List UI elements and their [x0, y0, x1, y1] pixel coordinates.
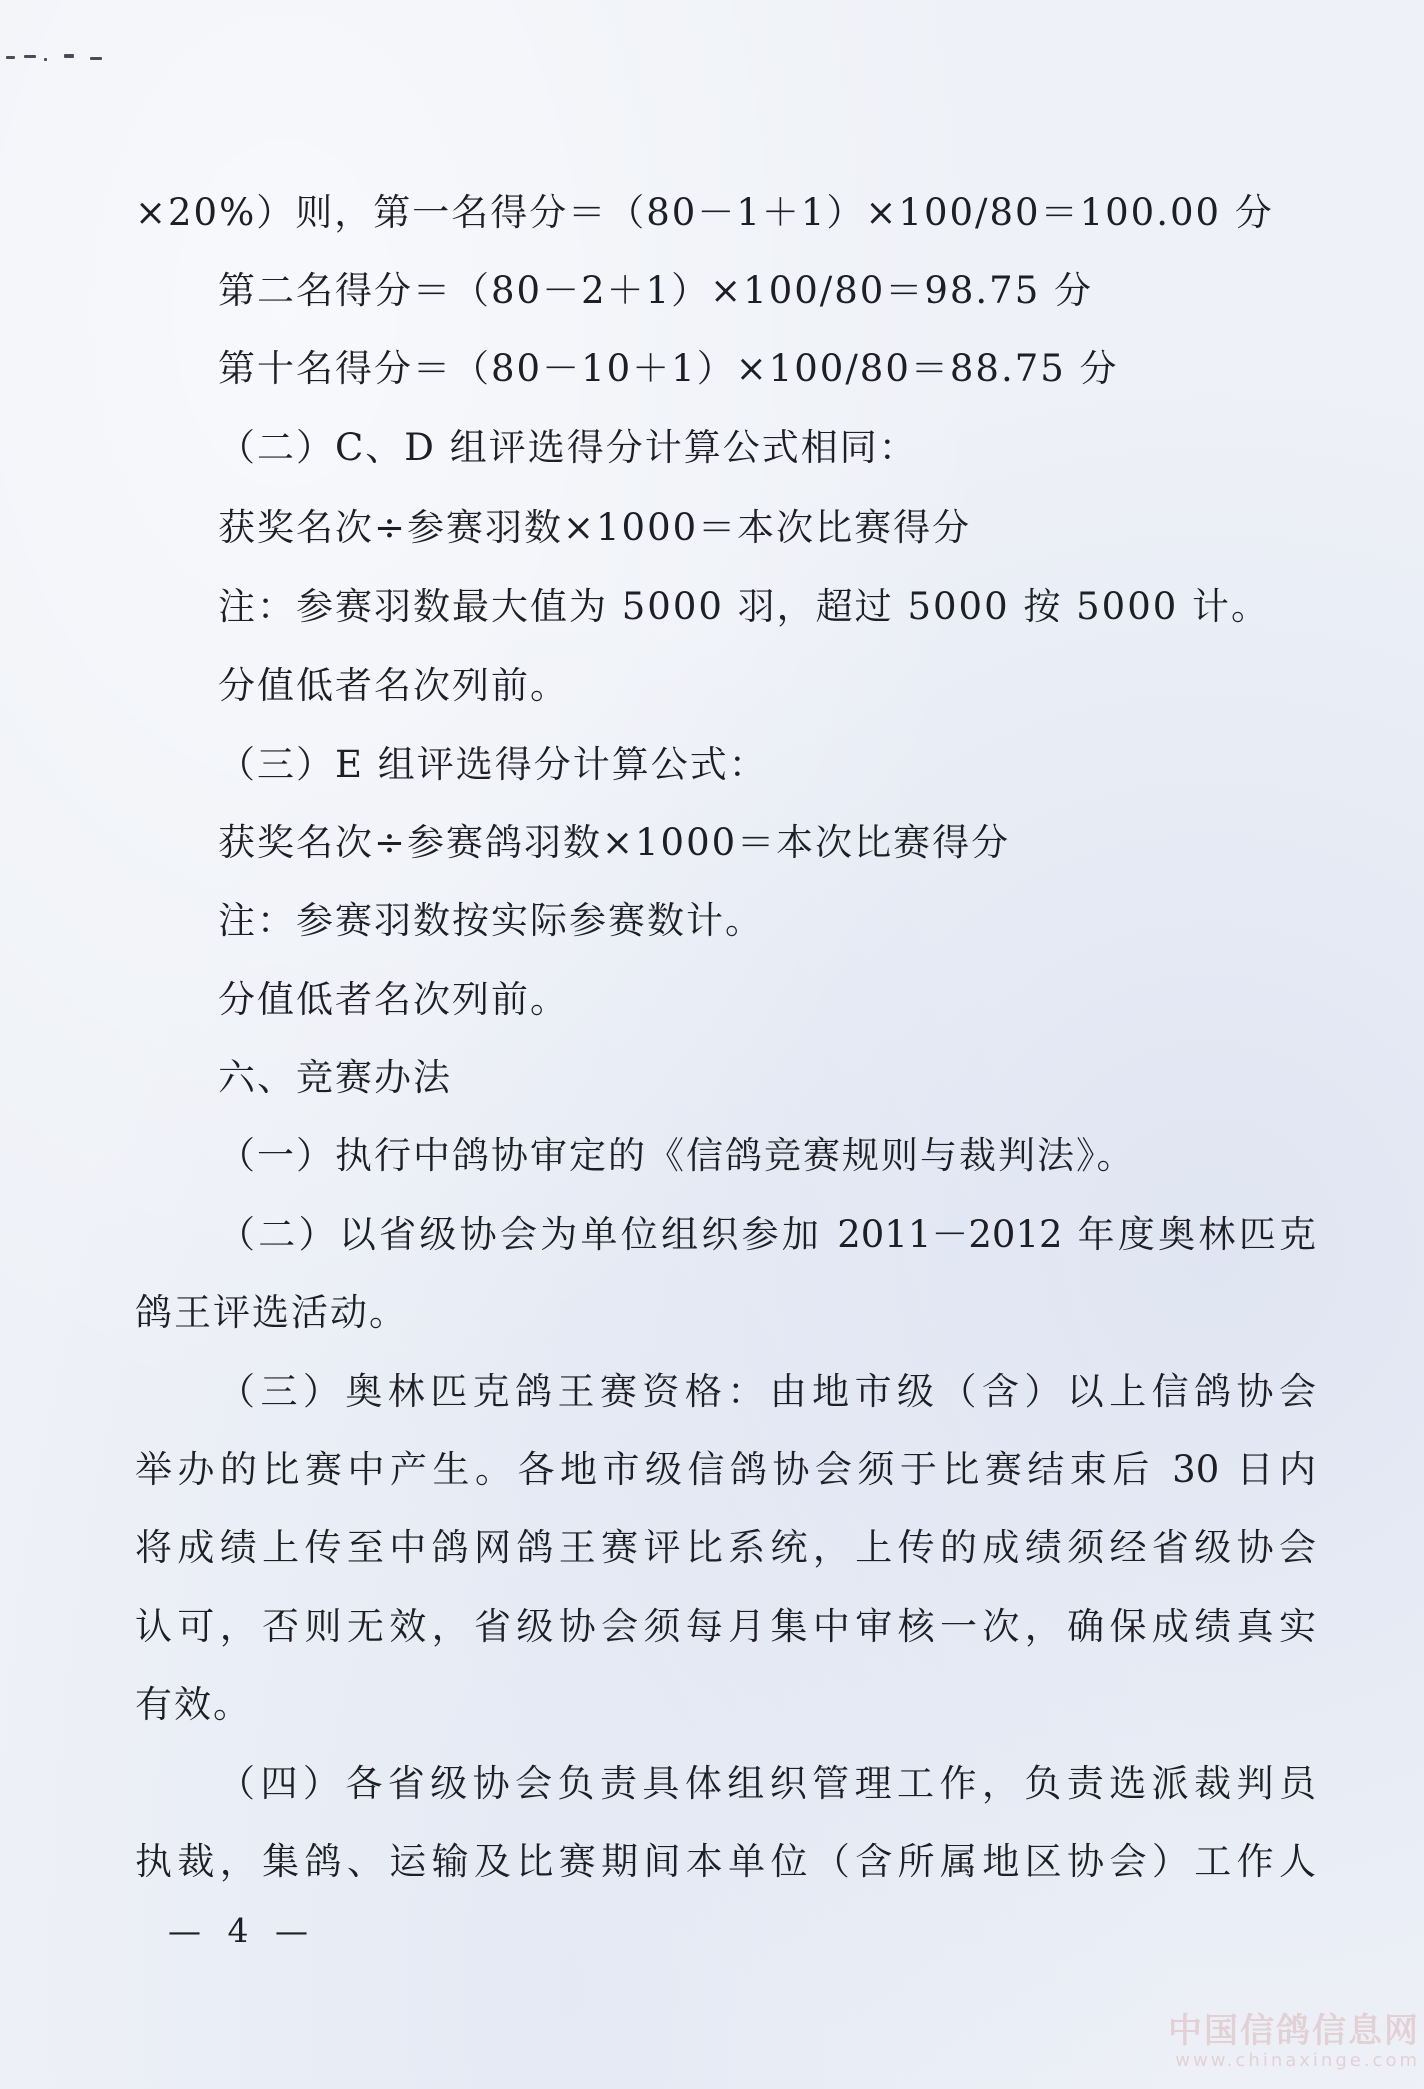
watermark-url: www.chinaxinge.com	[1175, 2050, 1420, 2071]
section-heading: （二）C、D 组评选得分计算公式相同：	[218, 426, 918, 469]
formula-line: 获奖名次÷参赛羽数×1000＝本次比赛得分	[218, 506, 972, 549]
section-heading: （三）E 组评选得分计算公式：	[218, 743, 768, 786]
text-line: 第二名得分＝（80－2＋1）×100/80＝98.75 分	[218, 269, 1094, 312]
text-line: 举办的比赛中产生。各地市级信鸽协会须于比赛结束后 30 日内	[135, 1448, 1316, 1491]
scan-speck	[90, 57, 102, 60]
text-line: 鸽王评选活动。	[135, 1291, 408, 1334]
text-line: （四）各省级协会负责具体组织管理工作，负责选派裁判员	[218, 1762, 1316, 1805]
note-line: 注：参赛羽数最大值为 5000 羽，超过 5000 按 5000 计。	[218, 585, 1271, 628]
text-line: 分值低者名次列前。	[218, 664, 569, 707]
scan-specks	[6, 52, 106, 62]
chapter-heading: 六、竞赛办法	[218, 1056, 452, 1099]
text-line: 第十名得分＝（80－10＋1）×100/80＝88.75 分	[218, 347, 1119, 390]
scan-speck	[24, 55, 36, 58]
text-line: ×20%）则，第一名得分＝（80－1＋1）×100/80＝100.00 分	[135, 191, 1274, 234]
scan-speck	[6, 56, 15, 59]
text-line: 将成绩上传至中鸽网鸽王赛评比系统，上传的成绩须经省级协会	[135, 1526, 1316, 1569]
watermark-site-name: 中国信鸽信息网	[1168, 2011, 1420, 2051]
scan-speck	[64, 54, 74, 58]
site-watermark	[1130, 2012, 1420, 2072]
note-line: 注：参赛羽数按实际参赛数计。	[218, 899, 764, 942]
page-number: — 4 —	[168, 1911, 316, 1950]
text-line: 执裁，集鸽、运输及比赛期间本单位（含所属地区协会）工作人	[135, 1840, 1316, 1883]
text-line: 有效。	[135, 1683, 252, 1726]
text-line: （一）执行中鸽协审定的《信鸽竞赛规则与裁判法》。	[218, 1134, 1136, 1177]
formula-line: 获奖名次÷参赛鸽羽数×1000＝本次比赛得分	[218, 821, 1011, 864]
scan-speck	[44, 58, 47, 61]
text-line: （二）以省级协会为单位组织参加 2011－2012 年度奥林匹克	[218, 1213, 1316, 1256]
text-line: 认可，否则无效，省级协会须每月集中审核一次，确保成绩真实	[135, 1605, 1316, 1648]
text-line: （三）奥林匹克鸽王赛资格：由地市级（含）以上信鸽协会	[218, 1370, 1316, 1413]
text-line: 分值低者名次列前。	[218, 978, 569, 1021]
